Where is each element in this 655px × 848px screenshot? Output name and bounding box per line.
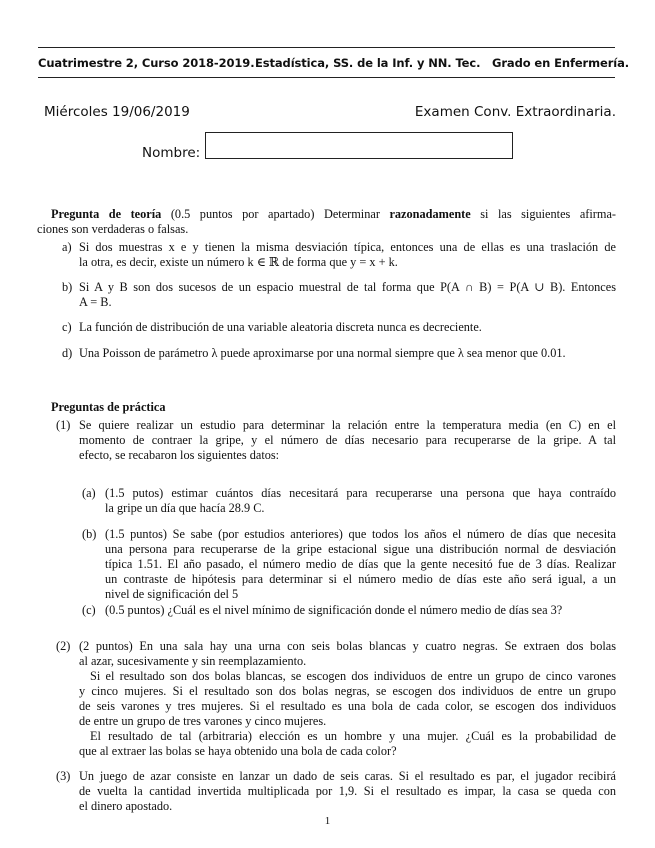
q1-part-label: (a) <box>82 486 96 500</box>
theory-item-a-line1: Si dos muestras x e y tienen la misma desviación típica, entonces una de ellas es una traslación de <box>79 240 616 254</box>
question-label-1: (1) <box>56 418 71 432</box>
theory-intro-line1 <box>51 207 616 222</box>
theory-intro-points: (0.5 puntos por apartado) Determinar <box>170 207 380 221</box>
header-top-rule <box>38 47 615 48</box>
theory-intro-line2: ciones son verdaderas o falsas. <box>37 222 189 236</box>
theory-item-label: c) <box>62 320 72 334</box>
q2-line: de entre un grupo de tres varones y cinco mujeres. <box>79 714 327 728</box>
q1-line: momento de contraer la gripe, y el número de días necesario para recuperarse de la gripe. A tal <box>79 433 616 447</box>
q3-line: Un juego de azar consiste en lanzar un dado de seis caras. Si el resultado es par, el jugador recibirá <box>79 769 616 783</box>
question-label-3: (3) <box>56 769 71 783</box>
q1-part-label: (c) <box>82 603 96 617</box>
q2-line: de seis varones y tres mujeres. Si el resultado es una bola de cada color, se escogen dos individuos <box>79 699 616 713</box>
header-term: Cuatrimestre 2, Curso 2018-2019. <box>38 56 255 70</box>
q1-line: Se quiere realizar un estudio para determinar la relación entre la temperatura media (en C) en el <box>79 418 616 432</box>
q1-line: efecto, se recabaron los siguientes datos: <box>79 448 280 462</box>
question-label-2: (2) <box>56 639 71 653</box>
exam-date: Miércoles 19/06/2019 <box>44 104 190 120</box>
q2-line: El resultado de tal (arbitraria) elección es un hombre y una mujer. ¿Cuál es la probabilidad de <box>90 729 616 743</box>
header-bottom-rule <box>38 77 615 78</box>
theory-intro-bold: razonadamente <box>389 207 471 221</box>
practice-heading: Preguntas de práctica <box>51 400 166 414</box>
theory-item-label: d) <box>62 346 73 360</box>
q1b-line: una persona para recuperarse de la gripe estacional sigue una distribución normal de desviación <box>105 542 616 556</box>
q1b-line: típica 1.51. El año pasado, el número medio de días que la gente necesitó fue de 3 días. Realizar <box>105 557 616 571</box>
theory-item-a-line2: la otra, es decir, existe un número k ∈ ℝ de forma que y = x + k. <box>79 255 398 269</box>
page-number: 1 <box>324 815 331 827</box>
q1b-line: un contraste de hipótesis para determinar si el número medio de días este año será igual, a un <box>105 572 616 586</box>
q1b-line: (1.5 puntos) Se sabe (por estudios anteriores) que todos los años el número de días que necesita <box>105 527 616 541</box>
exam-title: Examen Conv. Extraordinaria. <box>414 104 616 120</box>
q2-line: (2 puntos) En una sala hay una urna con seis bolas blancas y cuatro negras. Se extraen dos bolas <box>79 639 616 653</box>
theory-item-b-line2: A = B. <box>79 295 112 309</box>
q1b-line: nivel de significación del 5 <box>105 587 239 601</box>
theory-item-label: b) <box>62 280 73 294</box>
name-label: Nombre: <box>142 145 201 161</box>
theory-item-b-line1: Si A y B son dos sucesos de un espacio muestral de tal forma que P(A ∩ B) = P(A ∪ B). Entonces <box>79 280 616 294</box>
q2-line: al azar, sucesivamente y sin reemplazamiento. <box>79 654 307 668</box>
q2-line: y cinco mujeres. Si el resultado son dos bolas negras, se escogen dos individuos de entre un grupo <box>79 684 616 698</box>
theory-item-c-line1: La función de distribución de una variable aleatoria discreta nunca es decreciente. <box>79 320 482 334</box>
q3-line: el dinero apostado. <box>79 799 173 813</box>
theory-item-d-line1: Una Poisson de parámetro λ puede aproximarse por una normal siempre que λ sea menor que 0.01. <box>79 346 566 360</box>
header-course: Estadística, SS. de la Inf. y NN. Tec. <box>255 56 481 70</box>
theory-heading: Pregunta de teoría <box>51 207 162 221</box>
q3-line: de vuelta la cantidad invertida multiplicada por 1,9. Si el resultado es impar, la casa se queda con <box>79 784 616 798</box>
q1a-line: la gripe un día que hacía 28.9 C. <box>105 501 265 515</box>
header-degree: Grado en Enfermería. <box>492 56 630 70</box>
name-field[interactable] <box>205 132 513 159</box>
q2-line: que al extraer las bolas se haya obtenido una bola de cada color? <box>79 744 397 758</box>
q1-part-label: (b) <box>82 527 97 541</box>
theory-intro-rest: si las siguientes afirma- <box>480 207 616 221</box>
theory-item-label: a) <box>62 240 72 254</box>
q1a-line: (1.5 putos) estimar cuántos días necesitará para recuperarse una persona que haya contraído <box>105 486 616 500</box>
q2-line: Si el resultado son dos bolas blancas, se escogen dos individuos de entre un grupo de cinco varones <box>90 669 616 683</box>
q1c-line: (0.5 puntos) ¿Cuál es el nivel mínimo de significación donde el número medio de días sea 3? <box>105 603 563 617</box>
